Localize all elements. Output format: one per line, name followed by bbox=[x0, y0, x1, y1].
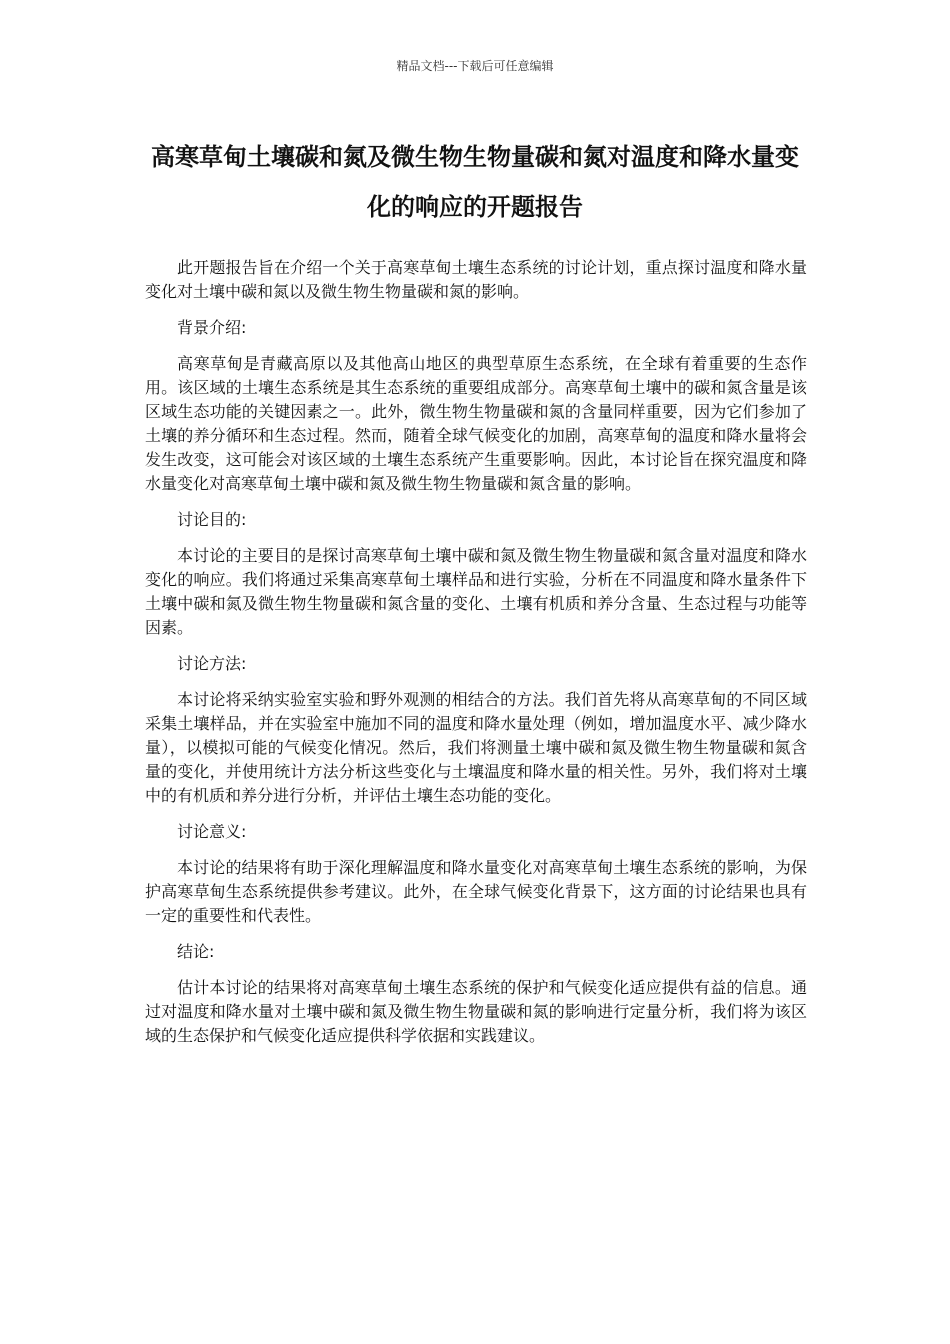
section-text-significance: 本讨论的结果将有助于深化理解温度和降水量变化对高寒草甸土壤生态系统的影响，为保护高寒草甸生态系统提供参考建议。此外，在全球气候变化背景下，这方面的讨论结果也具有一定的重要性和代表性。 bbox=[145, 858, 807, 925]
section-text-background: 高寒草甸是青藏高原以及其他高山地区的典型草原生态系统，在全球有着重要的生态作用。该区域的土壤生态系统是其生态系统的重要组成部分。高寒草甸土壤中的碳和氮含量是该区域生态功能的关键因素之一。此外，微生物生物量碳和氮的含量同样重要，因为它们参加了土壤的养分循环和生态过程。然而，随着全球气候变化的加剧，高寒草甸的温度和降水量将会发生改变，这可能会对该区域的土壤生态系统产生重要影响。因此，本讨论旨在探究温度和降水量变化对高寒草甸土壤中碳和氮及微生物生物量碳和氮含量的影响。 bbox=[145, 354, 807, 493]
section-text-methods: 本讨论将采纳实验室实验和野外观测的相结合的方法。我们首先将从高寒草甸的不同区域采集土壤样品，并在实验室中施加不同的温度和降水量处理（例如，增加温度水平、减少降水量），以模拟可能的气候变化情况。然后，我们将测量土壤中碳和氮及微生物生物量碳和氮含量的变化，并使用统计方法分析这些变化与土壤温度和降水量的相关性。另外，我们将对土壤中的有机质和养分进行分析，并评估土壤生态功能的变化。 bbox=[145, 690, 807, 805]
section-heading-purpose: 讨论目的: bbox=[177, 510, 247, 529]
document-title: 高寒草甸土壤碳和氮及微生物生物量碳和氮对温度和降水量变化的响应的开题报告 bbox=[151, 143, 799, 221]
section-text-purpose: 本讨论的主要目的是探讨高寒草甸土壤中碳和氮及微生物生物量碳和氮含量对温度和降水变化的响应。我们将通过采集高寒草甸土壤样品和进行实验，分析在不同温度和降水量条件下土壤中碳和氮及微生物生物量碳和氮含量的变化、土壤有机质和养分含量、生态过程与功能等因素。 bbox=[145, 546, 807, 637]
header-note: 精品文档---下载后可任意编辑 bbox=[396, 59, 554, 73]
section-text-conclusion: 估计本讨论的结果将对高寒草甸土壤生态系统的保护和气候变化适应提供有益的信息。通过对温度和降水量对土壤中碳和氮及微生物生物量碳和氮的影响进行定量分析，我们将为该区域的生态保护和气候变化适应提供科学依据和实践建议。 bbox=[145, 978, 807, 1045]
section-heading-significance: 讨论意义: bbox=[177, 822, 247, 841]
section-heading-background: 背景介绍: bbox=[177, 318, 247, 337]
document-body bbox=[145, 256, 807, 1060]
section-heading-methods: 讨论方法: bbox=[177, 654, 247, 673]
intro-paragraph: 此开题报告旨在介绍一个关于高寒草甸土壤生态系统的讨论计划，重点探讨温度和降水量变化对土壤中碳和氮以及微生物生物量碳和氮的影响。 bbox=[145, 258, 807, 301]
section-heading-conclusion: 结论: bbox=[177, 942, 215, 961]
